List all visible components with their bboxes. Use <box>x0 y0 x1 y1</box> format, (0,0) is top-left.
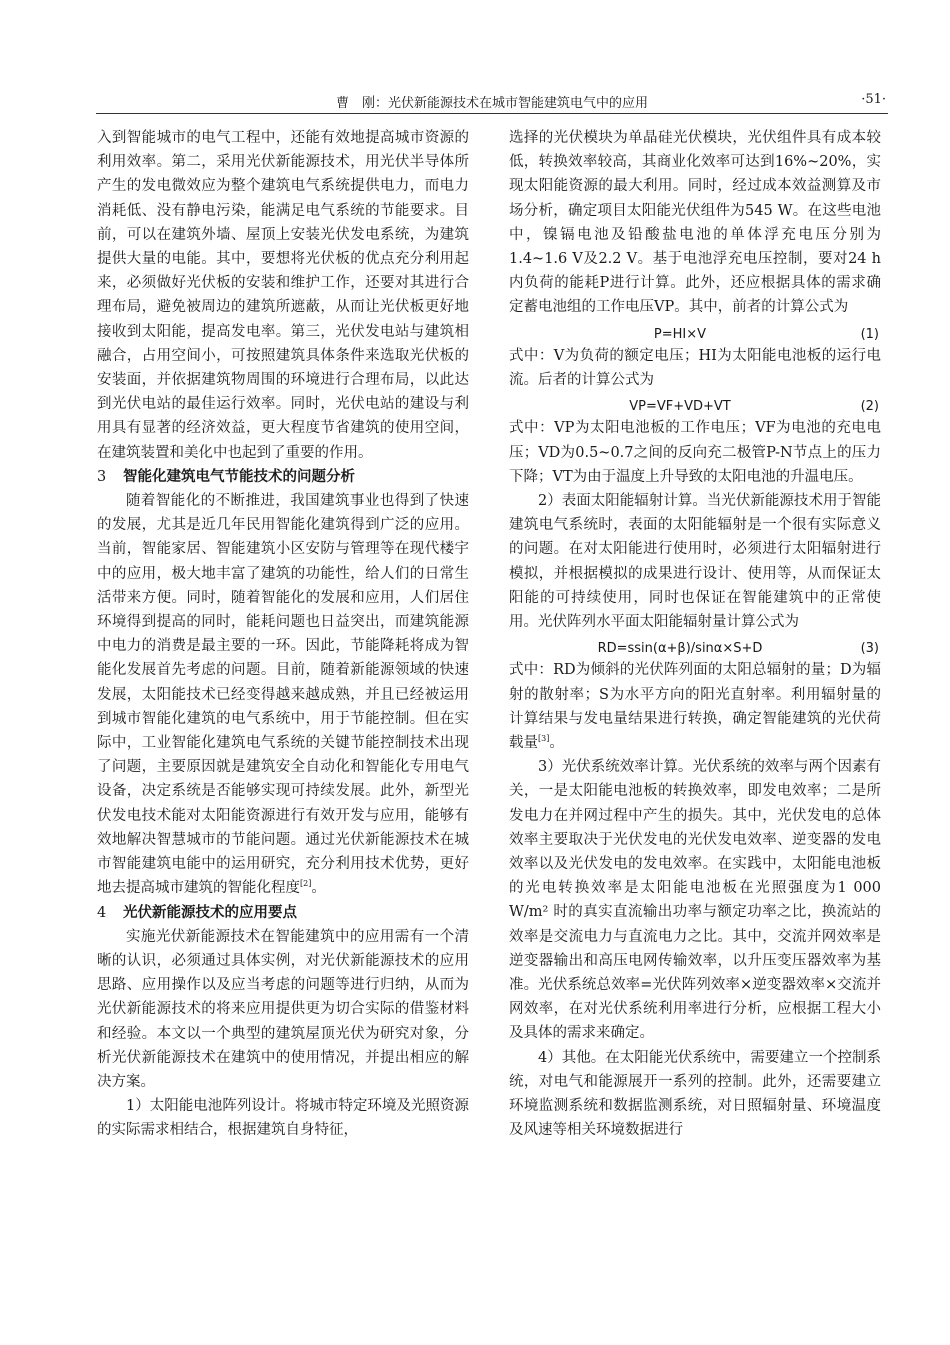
equation-expression: P=HI×V <box>653 326 707 342</box>
paragraph <box>509 658 881 755</box>
right-column <box>509 126 881 1142</box>
paragraph: 实施光伏新能源技术在智能建筑中的应用需有一个清晰的认识，必须通过具体实例，对光伏新能源技术的应用思路、应用操作以及应当考虑的问题等进行归纳，从而为光伏新能源技术的将来应用提供更为切合实际的借鉴材料和经验。本文以一个典型的建筑屋顶光伏为研究对象，分析光伏新能源技术在建筑中的使用情况，并提出相应的解决方案。 <box>97 928 469 1090</box>
left-column <box>97 126 469 1143</box>
citation: [2] <box>300 879 312 889</box>
paragraph-text: 随着智能化的不断推进，我国建筑事业也得到了快速的发展，尤其是近几年民用智能化建筑得到广泛的应用。当前，智能家居、智能建筑小区安防与管理等在现代楼宇中的应用，极大地丰富了建筑的功能性，给人们的日常生活带来方便。同时，随着智能化的发展和应用，人们居住环境得到提高的同时，能耗问题也日益突出，而建筑能源中电力的消费是最主要的一环。因此，节能降耗将成为智能化发展首先考虑的问题。目前，随着新能源领域的快速发展，太阳能技术已经变得越来越成熟，并且已经被运用到城市智能化建筑的电气系统中，用于节能控制。但在实际中，工业智能化建筑电气系统的关键节能控制技术出现了问题，主要原因就是建筑安全自动化和智能化专用电气设备，决定系统是否能够实现可持续发展。此外，新型光伏发电技术能对太阳能资源进行有效开发与应用，能够有效地解决智慧城市的节能问题。通过光伏新能源技术在城市智能建筑电能中的运用研究，充分利用技术优势，更好地去提高城市建筑的智能化程度 <box>97 493 469 897</box>
equation-1 <box>509 320 881 344</box>
equation-expression: RD=ssin(α+β)/sinα×S+D <box>597 641 763 657</box>
section-title: 智能化建筑电气节能技术的问题分析 <box>123 467 355 485</box>
equation-2 <box>509 392 881 416</box>
paragraph: 4）其他。在太阳能光伏系统中，需要建立一个控制系统，对电气和能源展开一系列的控制。此外，还需要建立环境监测系统和数据监测系统，对日照辐射量、环境温度及风速等相关环境数据进行 <box>509 1049 881 1139</box>
paragraph-text: 式中：RD为倾斜的光伏阵列面的太阳总辐射的量；D为辐射的散射率；S为水平方向的阳光直射率。利用辐射量的计算结果与发电量结果进行转换，确定智能建筑的光伏荷载量 <box>509 662 881 752</box>
paragraph: 式中：V为负荷的额定电压；HI为太阳能电池板的运行电流。后者的计算公式为 <box>509 347 881 389</box>
running-header <box>96 88 888 112</box>
paragraph: 3）光伏系统效率计算。光伏系统的效率与两个因素有关，一是太阳能电池板的转换效率，即发电效率；二是所发电力在并网过程中产生的损失。其中，光伏发电的总体效率主要取决于光伏发电的光伏发电效率、逆变器的发电效率以及光伏发电的发电效率。在实践中，太阳能电池板的光电转换效率是太阳能电池板在光照强度为1 000 W/m² 时的真实直流输出功率与额定功率之比，换流站的效率是交流电力与直流电力之比。其中，交流并网效率是逆变器输出和高压电网传输效率，以升压变压器效率为基准。光伏系统总效率=光伏阵列效率×逆变器效率×交流并网效率，在对光伏系统利用率进行分析，应根据工程大小及具体的需求来确定。 <box>509 759 881 1042</box>
paragraph: 2）表面太阳能辐射计算。当光伏新能源技术用于智能建筑电气系统时，表面的太阳能辐射是一个很有实际意义的问题。在对太阳能进行使用时，必须进行太阳辐射进行模拟，并根据模拟的成果进行设计、使用等，从而保证太阳能的可持续使用，同时也保证在智能建筑中的正常使用。光伏阵列水平面太阳能辐射量计算公式为 <box>509 493 881 631</box>
section-heading-3 <box>97 465 469 489</box>
paragraph: 入到智能城市的电气工程中，还能有效地提高城市资源的利用效率。第二，采用光伏新能源技术，用光伏半导体所产生的发电微效应为整个建筑电气系统提供电力，而电力消耗低、没有静电污染，能满足电气系统的节能要求。目前，可以在建筑外墙、屋顶上安装光伏发电系统，为建筑提供大量的电能。其中，要想将光伏板的优点充分利用起来，必须做好光伏板的安装和维护工作，还要对其进行合理布局，避免被周边的建筑所遮蔽，从而让光伏板更好地接收到太阳能，提高发电率。第三，光伏发电站与建筑相融合，占用空间小，可按照建筑具体条件来选取光伏板的安装面，并依据建筑物周围的环境进行合理布局，以此达到光伏电站的最佳运行效率。同时，光伏电站的建设与利用具有显著的经济效益，更大程度节省建筑的使用空间，在建筑装置和美化中也起到了重要的作用。 <box>97 130 469 461</box>
equation-expression: VP=VF+VD+VT <box>629 399 731 415</box>
citation: [3] <box>538 734 550 744</box>
paragraph-end: 。 <box>549 735 564 752</box>
equation-number: (1) <box>860 326 879 342</box>
paragraph: 式中：VP为太阳电池板的工作电压；VF为电池的充电电压；VD为0.5~0.7之间的反向充二极管P-N节点上的压力下降；VT为由于温度上升导致的太阳电池的升温电压。 <box>509 420 881 485</box>
section-number: 3 <box>97 468 107 485</box>
header-title: 曹 刚：光伏新能源技术在城市智能建筑电气中的应用 <box>335 96 648 111</box>
equation-3 <box>509 634 881 658</box>
page-number: ·51· <box>861 92 886 107</box>
equation-number: (2) <box>860 399 879 415</box>
paragraph: 1）太阳能电池阵列设计。将城市特定环境及光照资源的实际需求相结合，根据建筑自身特征， <box>97 1098 469 1139</box>
equation-number: (3) <box>860 641 879 657</box>
paragraph-end: 。 <box>311 880 326 897</box>
section-heading-4 <box>97 901 469 925</box>
header-rule <box>96 113 888 114</box>
paragraph <box>97 489 469 900</box>
paragraph: 选择的光伏模块为单晶硅光伏模块，光伏组件具有成本较低，转换效率较高，其商业化效率可达到16%~20%，实现太阳能资源的最大利用。同时，经过成本效益测算及市场分析，确定项目太阳能光伏组件为545 W。在这些电池中，镍镉电池及铅酸盐电池的单体浮充电压分别为1.4~1.6 V及2.2 V。基于电池浮充电压控制，要对24 h内负荷的能耗P进行计算。此外，还应根据具体的需求确定蓄电池组的工作电压VP。其中，前者的计算公式为 <box>509 130 881 316</box>
section-number: 4 <box>97 904 107 921</box>
section-title: 光伏新能源技术的应用要点 <box>123 903 297 921</box>
